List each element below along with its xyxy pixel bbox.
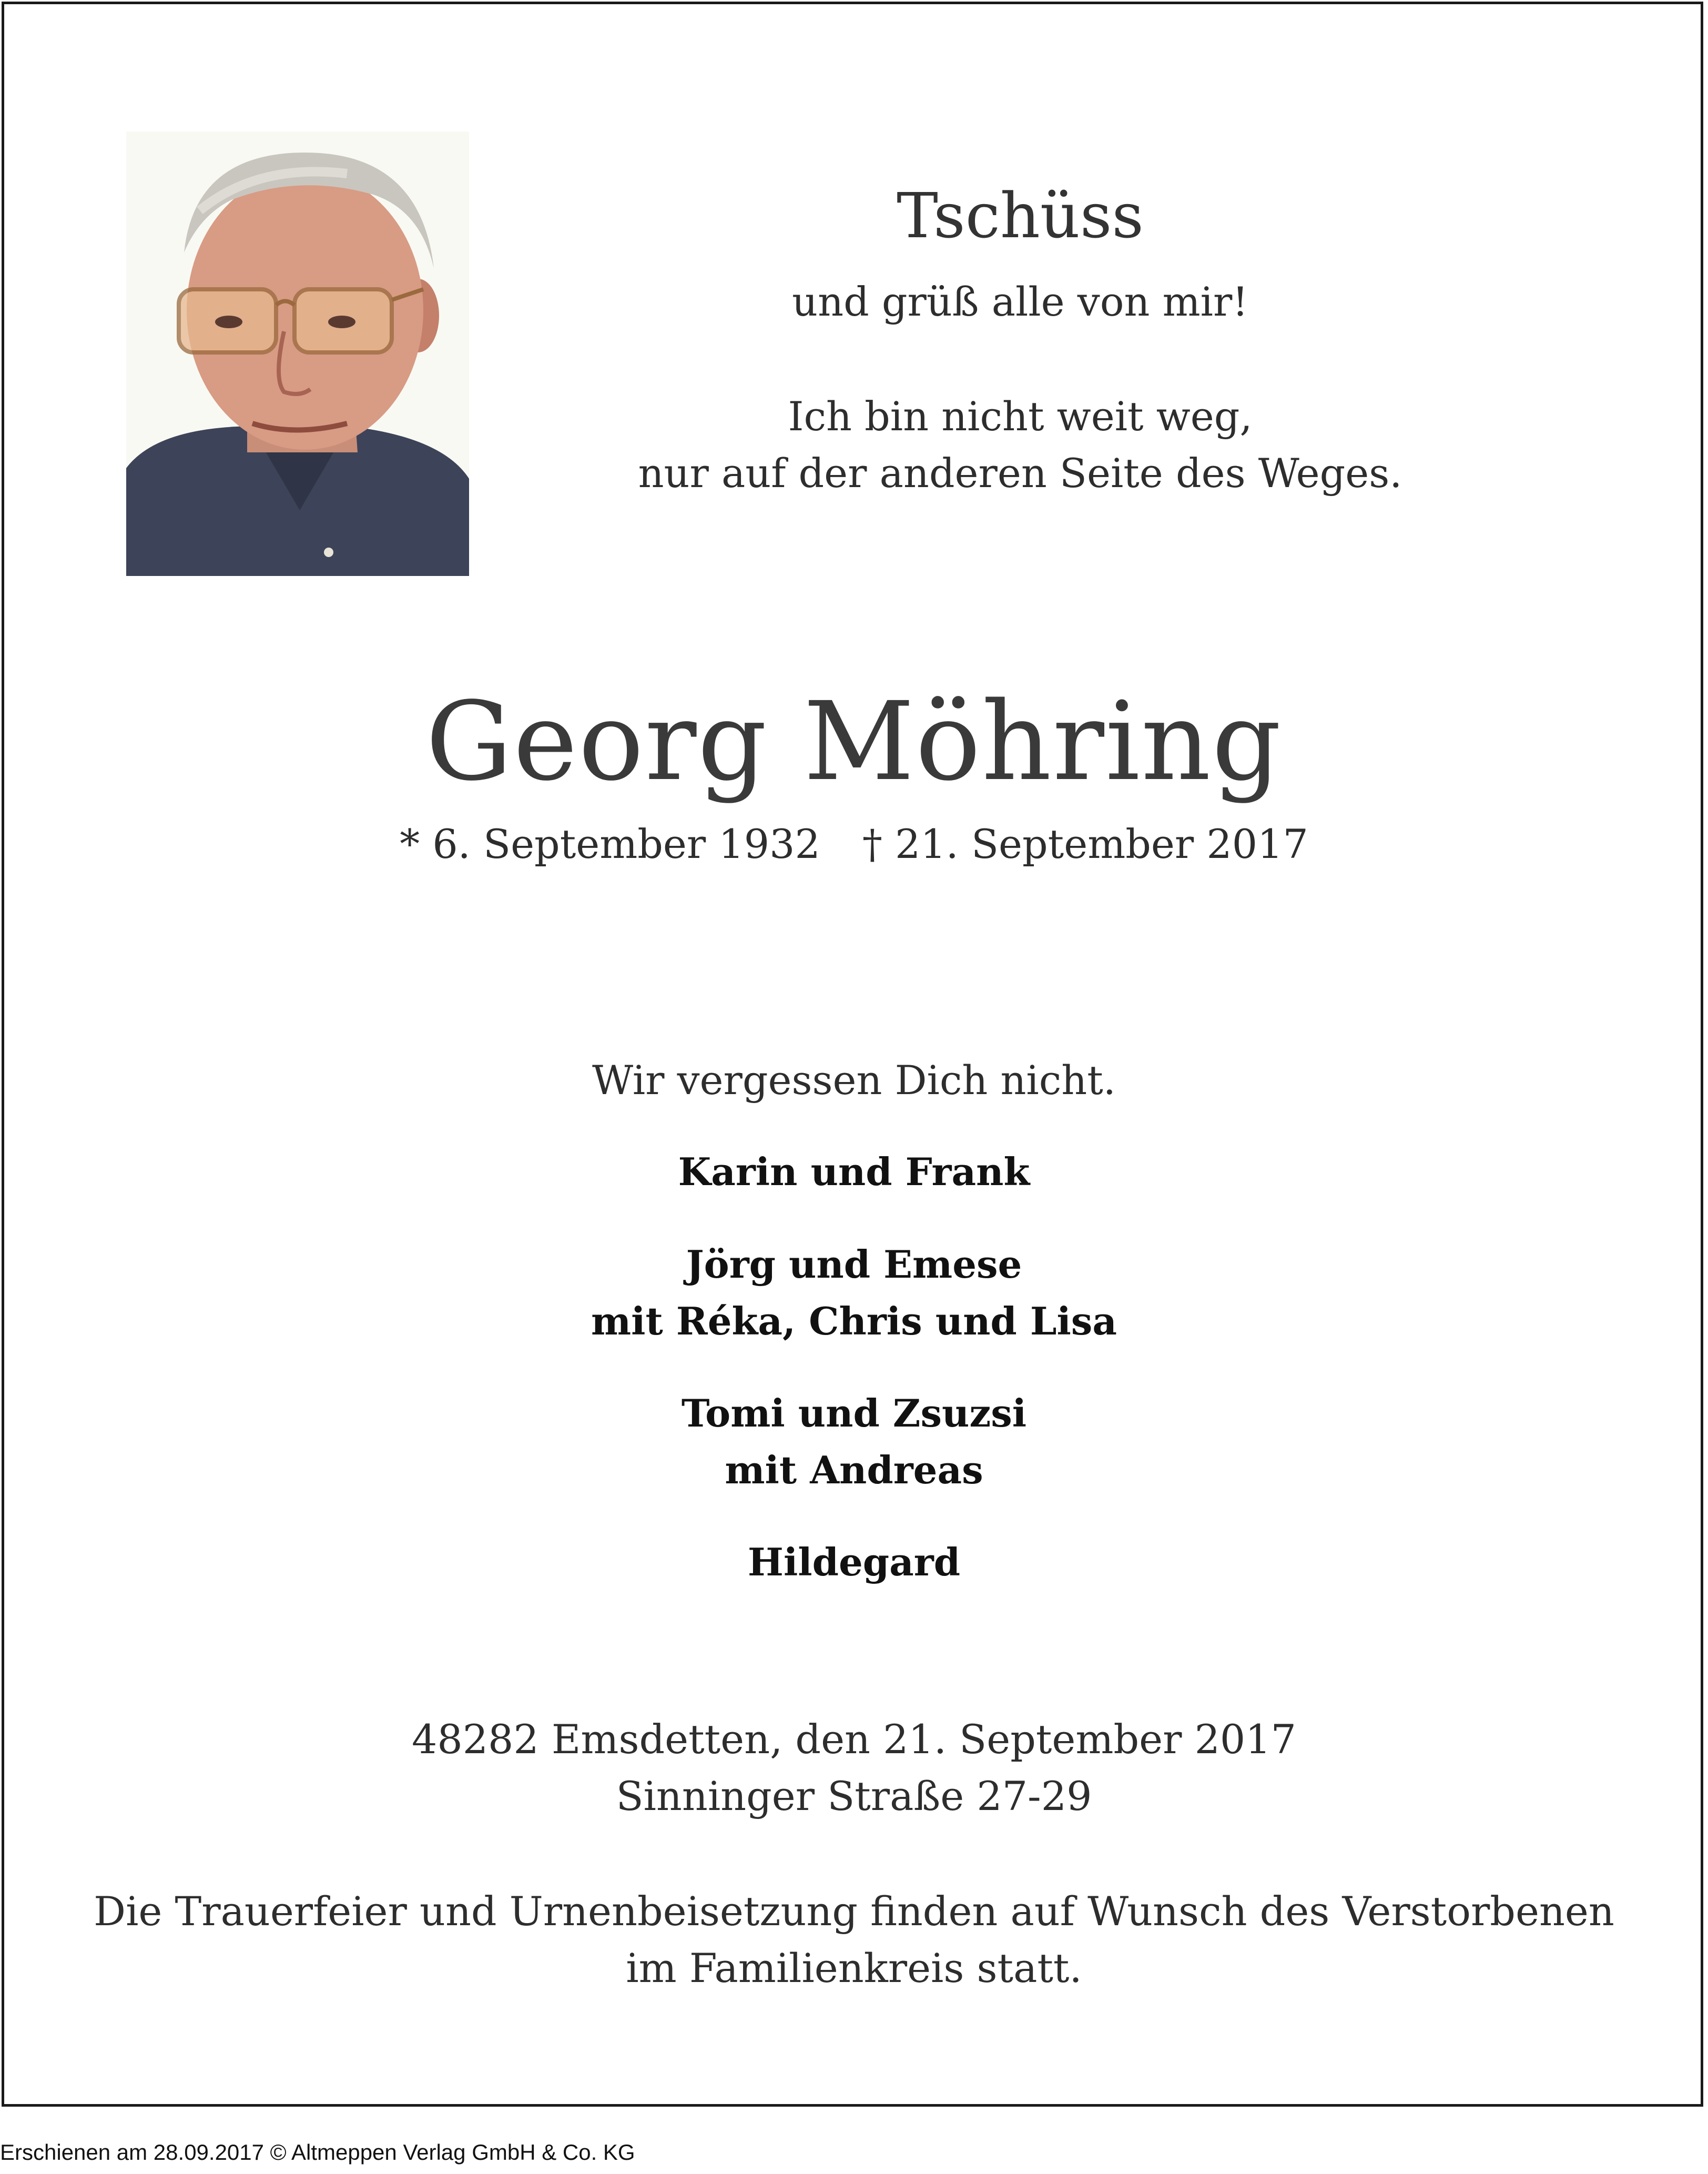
- verse-line-1: und grüß alle von mir!: [792, 278, 1248, 325]
- address-line-2: Sinninger Straße 27-29: [616, 1773, 1092, 1819]
- mourner-line: Tomi und Zsuzsi: [681, 1391, 1027, 1435]
- mourner-line: Karin und Frank: [678, 1149, 1030, 1194]
- publication-footer: Erschienen am 28.09.2017 © Altmeppen Verlag GmbH & Co. KG: [0, 2140, 635, 2165]
- verse-line-2: Ich bin nicht weit weg,: [788, 393, 1253, 440]
- deceased-name: Georg Möhring: [425, 679, 1283, 805]
- mourner-line: mit Réka, Chris und Lisa: [591, 1299, 1117, 1343]
- farewell-line: Wir vergessen Dich nicht.: [592, 1057, 1116, 1104]
- mourner-line: mit Andreas: [725, 1448, 983, 1492]
- birth-date: * 6. September 1932: [400, 821, 820, 867]
- verse-line-3: nur auf der anderen Seite des Weges.: [638, 450, 1402, 497]
- life-dates: [0, 818, 1708, 871]
- portrait-photo: [126, 132, 469, 576]
- notice-line-2: im Familienkreis statt.: [626, 1945, 1082, 1991]
- mourner-line: Jörg und Emese: [686, 1242, 1022, 1287]
- notice-line-1: Die Trauerfeier und Urnenbeisetzung finden auf Wunsch des Verstorbenen: [94, 1888, 1614, 1935]
- death-date: † 21. September 2017: [862, 821, 1308, 867]
- address-line-1: 48282 Emsdetten, den 21. September 2017: [412, 1716, 1296, 1763]
- mourner-line: Hildegard: [747, 1540, 961, 1584]
- greeting: Tschüss: [897, 179, 1144, 252]
